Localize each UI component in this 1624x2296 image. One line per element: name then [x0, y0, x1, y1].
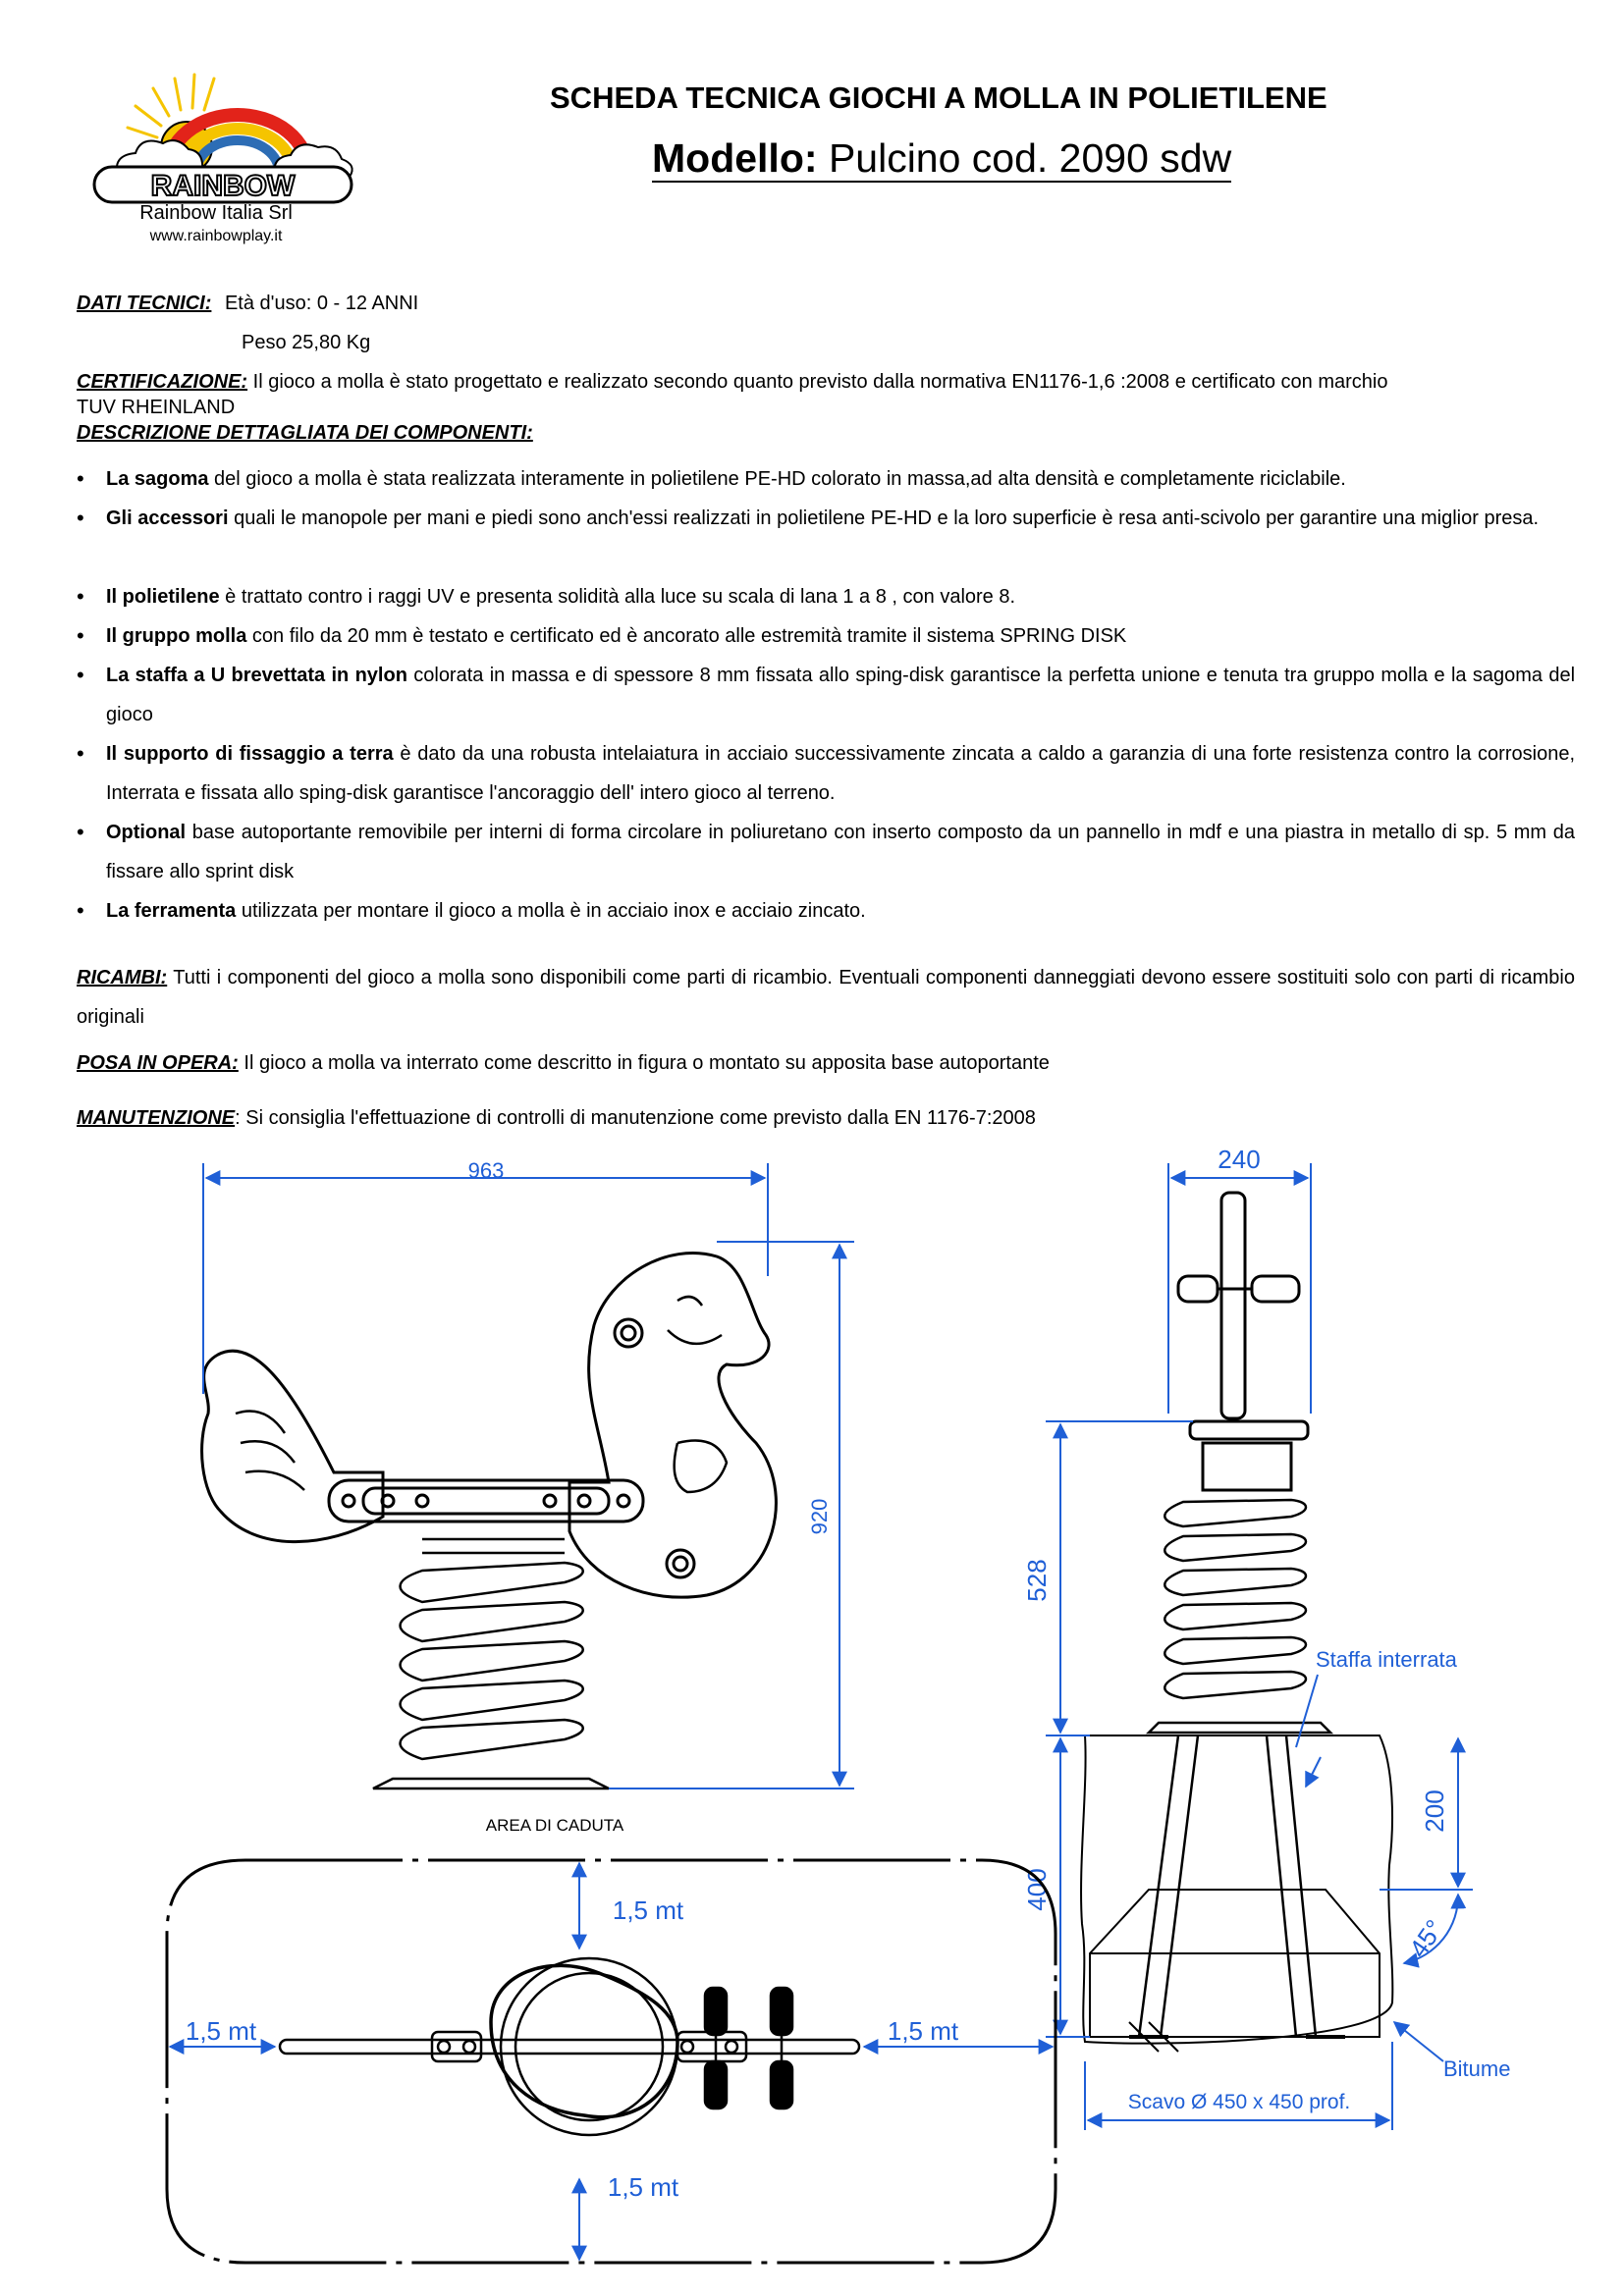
front-view: [202, 1253, 777, 1789]
ricambi-label: RICAMBI:: [77, 967, 168, 988]
chick-eye-icon: [615, 1319, 642, 1347]
model-title: [652, 135, 1231, 183]
certificazione-text-2: TUV RHEINLAND: [77, 397, 236, 418]
area-right-label: 1,5 mt: [887, 2016, 959, 2046]
area-bottom-label: 1,5 mt: [607, 2172, 679, 2202]
chick-eyebrow: [677, 1297, 702, 1306]
spring-front: [373, 1539, 609, 1789]
fall-area-outline: [167, 1860, 1056, 2263]
posa-row: [77, 1050, 1050, 1077]
list-item: • La ferramenta utilizzata per montare il gioco a molla è in acciaio inox e acciaio zincato.: [77, 891, 1575, 931]
list-item: • Optional base autoportante removibile per interni di forma circolare in poliuretano con inserto composto da un pannello in mdf e una piastra in metallo di sp. 5 mm da fissare allo sprint disk: [77, 813, 1575, 891]
manutenzione-row: [77, 1105, 1036, 1132]
toy-top-view: [280, 1958, 859, 2135]
front-dimensions: [203, 1163, 854, 1789]
area-top-label: 1,5 mt: [612, 1896, 684, 1925]
grip-icon: [771, 2061, 792, 2109]
wing-feather-3: [245, 1471, 304, 1490]
dim-angle: 45°: [1403, 1914, 1450, 1963]
dim-side-width: 240: [1218, 1145, 1261, 1174]
chick-wing-small: [675, 1441, 727, 1493]
rainbow-logo: [88, 69, 363, 206]
grip-icon: [771, 1988, 792, 2035]
seat-bracket: [329, 1480, 643, 1522]
page-title: SCHEDA TECNICA GIOCHI A MOLLA IN POLIETILENE: [550, 80, 1327, 115]
dim-front-width: 963: [467, 1158, 505, 1183]
dim-side-depth: 400: [1022, 1868, 1052, 1911]
dati-tecnici-label: DATI TECNICI:: [77, 293, 212, 314]
list-item: • La staffa a U brevettata in nylon colorata in massa e di spessore 8 mm fissata allo sping-disk garantisce la perfetta unione e tenuta tra gruppo molla e la sagoma del gioco: [77, 656, 1575, 734]
chick-body-shape: [569, 1253, 776, 1597]
dim-side-height: 528: [1022, 1559, 1052, 1602]
certificazione-label: CERTIFICAZIONE:: [77, 371, 248, 393]
seat-top-shape: [491, 1965, 677, 2116]
wing-shape: [202, 1351, 383, 1542]
grip-icon: [705, 1988, 727, 2035]
posa-label: POSA IN OPERA:: [77, 1052, 239, 1074]
chick-handle-hole-icon: [667, 1550, 694, 1577]
list-item: • La sagoma del gioco a molla è stata realizzata interamente in polietilene PE-HD colorato in massa,ad alta densità e completamente riciclabile.: [77, 459, 1575, 499]
wing-feather-1: [236, 1412, 285, 1434]
area-title: AREA DI CADUTA: [485, 1816, 624, 1835]
label-staffa: Staffa interrata: [1316, 1647, 1457, 1672]
label-scavo: Scavo Ø 450 x 450 prof.: [1127, 2091, 1351, 2113]
posa-text: Il gioco a molla va interrato come descritto in figura o montato su apposita base autoportante: [238, 1052, 1050, 1074]
logo-brand-text: RAINBOW: [150, 170, 296, 202]
certificazione-row: [77, 369, 1388, 396]
list-item: • Gli accessori quali le manopole per mani e piedi sono anch'essi realizzati in polietilene PE-HD e la loro superficie è resa anti-scivolo per garantire una miglior presa.: [77, 499, 1575, 538]
staffa-leg-left: [1139, 1735, 1198, 2037]
logo-website: www.rainbowplay.it: [149, 228, 283, 244]
descrizione-label: DESCRIZIONE DETTAGLIATA DEI COMPONENTI:: [77, 422, 533, 444]
logo-company: Rainbow Italia Srl: [139, 202, 293, 224]
spring-side: [1149, 1500, 1330, 1733]
model-label: Modello:: [652, 135, 818, 181]
concrete-block: [1090, 1890, 1380, 2037]
side-handle-grip-left-icon: [1178, 1276, 1218, 1302]
dati-tecnici-row: [77, 291, 418, 317]
area-left-label: 1,5 mt: [185, 2016, 257, 2046]
list-item: • Il supporto di fissaggio a terra è dato da una robusta intelaiatura in acciaio successivamente zincata a caldo a garanzia di una forte resistenza contro la corrosione, Interrata e fissata allo sping-disk garantisce l'ancoraggio dell' intero gioco al terreno.: [77, 734, 1575, 813]
list-item: • Il polietilene è trattato contro i raggi UV e presenta solidità alla luce su scala di lana 1 a 8 , con valore 8.: [77, 577, 1575, 616]
manutenzione-label: MANUTENZIONE: [77, 1107, 236, 1129]
peso-value: Peso 25,80 Kg: [242, 332, 371, 353]
eta-value: Età d'uso: 0 - 12 ANNI: [224, 293, 419, 314]
list-item: • Il gruppo molla con filo da 20 mm è testato e certificato ed è ancorato alle estremità tramite il sistema SPRING DISK: [77, 616, 1575, 656]
chick-smile: [668, 1330, 722, 1344]
certificazione-text: Il gioco a molla è stato progettato e realizzato secondo quanto previsto dalla normativa EN1176-1,6 :2008 e certificato con marchio: [252, 371, 1388, 393]
label-bitume: Bitume: [1443, 2056, 1511, 2081]
side-handle-post: [1221, 1193, 1245, 1418]
grip-icon: [705, 2061, 727, 2109]
ricambi-text: Tutti i componenti del gioco a molla sono disponibili come parti di ricambio. Eventuali componenti danneggiati devono essere sostituiti solo con parti di ricambio originali: [77, 967, 1575, 1028]
side-handle-grip-right-icon: [1252, 1276, 1299, 1302]
manutenzione-text: : Si consiglia l'effettuazione di controlli di manutenzione come previsto dalla EN 1176-7:2008: [235, 1107, 1036, 1129]
ricambi-paragraph: [77, 958, 1575, 1037]
side-view: [1081, 1193, 1392, 2052]
technical-drawing: [0, 1139, 1624, 2296]
model-value: Pulcino cod. 2090 sdw: [828, 135, 1232, 181]
wing-feather-2: [241, 1441, 295, 1463]
dim-front-height: 920: [807, 1498, 832, 1535]
dim-side-depth-partial: 200: [1420, 1789, 1449, 1833]
